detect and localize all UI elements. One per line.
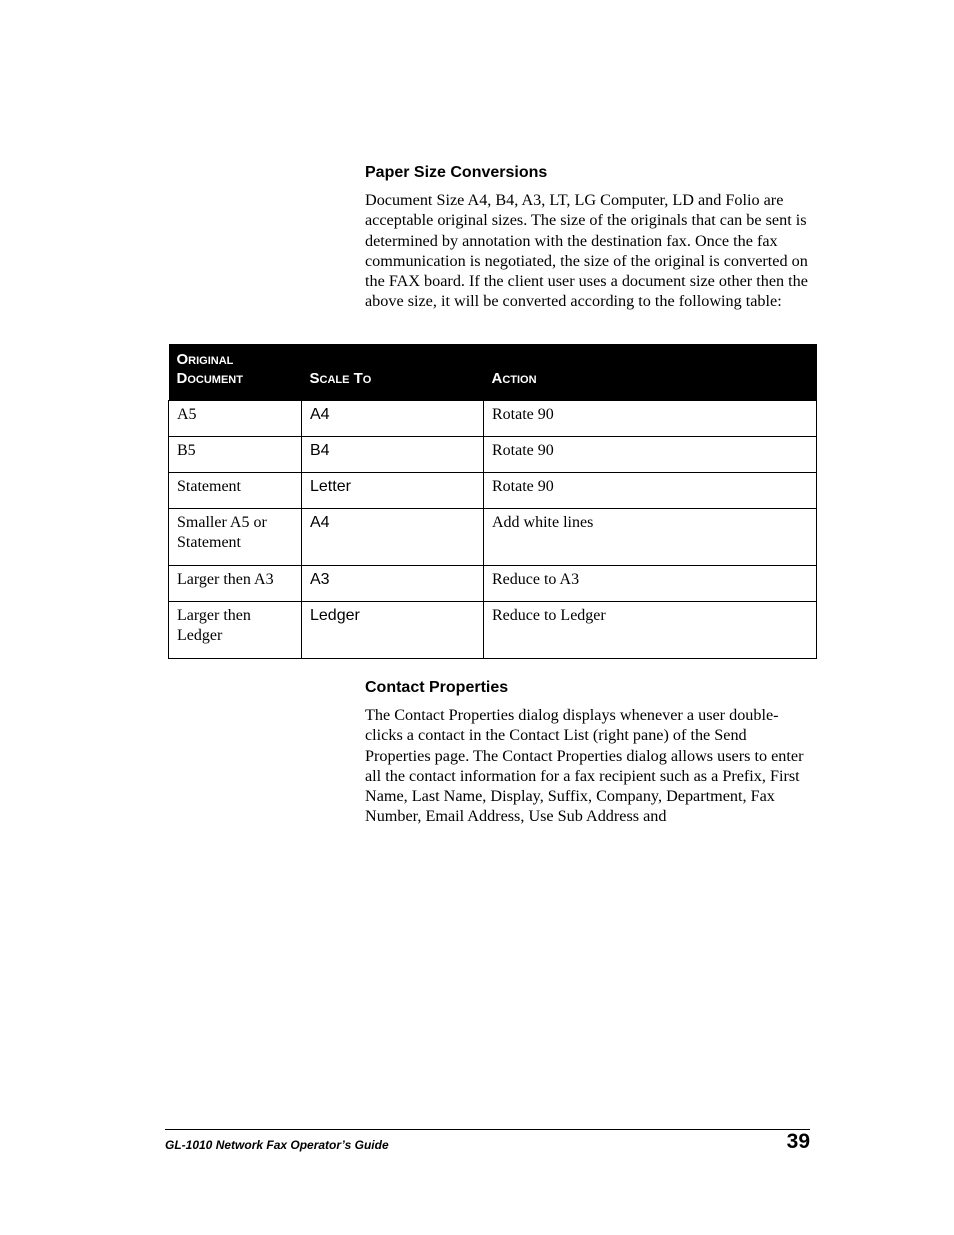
table-row (169, 602, 817, 659)
cell-action: Rotate 90 (484, 473, 817, 509)
conversion-table (168, 344, 817, 659)
cell-original: A5 (169, 401, 302, 437)
cell-action: Reduce to Ledger (484, 602, 817, 659)
table-row (169, 437, 817, 473)
table-row (169, 509, 817, 566)
cell-scale: B4 (302, 437, 484, 473)
cell-original: Larger then A3 (169, 566, 302, 602)
cell-original: Statement (169, 473, 302, 509)
cell-action: Reduce to A3 (484, 566, 817, 602)
cell-action: Rotate 90 (484, 437, 817, 473)
cell-original: Smaller A5 or Statement (169, 509, 302, 566)
footer-guide-title: GL-1010 Network Fax Operator’s Guide (165, 1138, 389, 1152)
header-scale-to: Scale To (302, 344, 484, 401)
section-heading-paper-size: Paper Size Conversions (365, 164, 548, 181)
section-body-contact-properties: The Contact Properties dialog displays whenever a user double-clicks a contact in the Contact List (right pane) of the Send Properties page. The Contact Properties dialog allows users to enter all the contact information for a fax recipient such as a Prefix, First Name, Last Name, Display, Suffix, Company, Department, Fax Number, Email Address, Use Sub Address and (365, 706, 804, 826)
table-header-row (169, 344, 817, 401)
cell-original: B5 (169, 437, 302, 473)
cell-scale: A4 (302, 401, 484, 437)
table-row (169, 401, 817, 437)
table-row (169, 473, 817, 509)
cell-action: Rotate 90 (484, 401, 817, 437)
section-heading-contact-properties: Contact Properties (365, 679, 509, 696)
cell-action: Add white lines (484, 509, 817, 566)
header-original-document: Original Document (169, 344, 302, 401)
cell-scale: A4 (302, 509, 484, 566)
cell-original: Larger then Ledger (169, 602, 302, 659)
cell-scale: A3 (302, 566, 484, 602)
header-action: Action (484, 344, 817, 401)
page-number: 39 (786, 1130, 810, 1153)
section-body-paper-size: Document Size A4, B4, A3, LT, LG Computer, LD and Folio are acceptable original sizes. The size of the originals that can be sent is determined by annotation with the destination fax. Once the fax communication is negotiated, the size of the original is converted on the FAX board. If the client user uses a document size other then the above size, it will be converted according to the following table: (365, 191, 808, 311)
cell-scale: Ledger (302, 602, 484, 659)
table-row (169, 566, 817, 602)
footer-divider (165, 1129, 810, 1130)
cell-scale: Letter (302, 473, 484, 509)
